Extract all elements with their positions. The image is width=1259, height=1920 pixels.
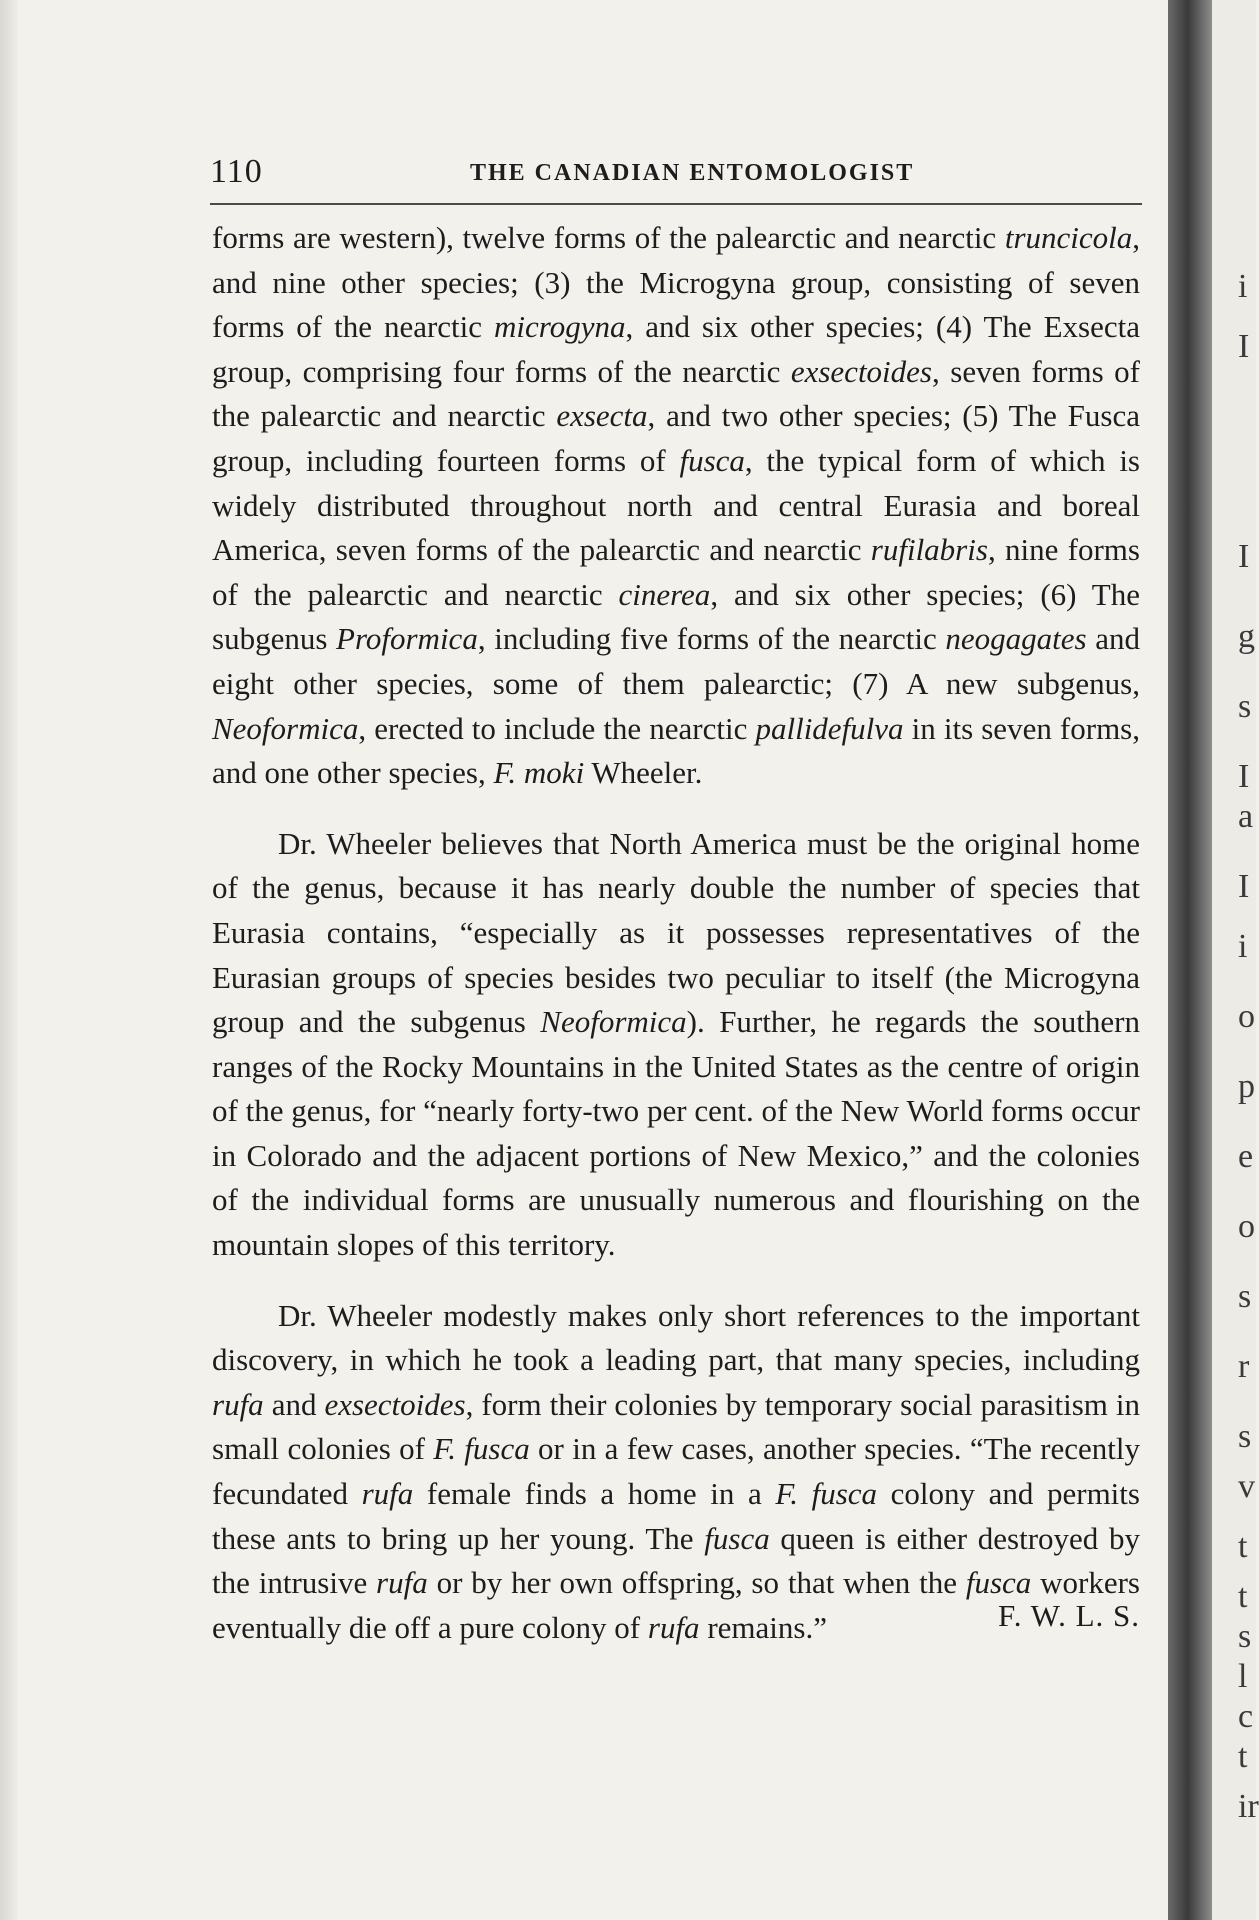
text-run: Dr. Wheeler believes that North America must be the original home of the genus, because it has nearly double the number of species that Eurasia contains, “especially as it possesses representatives of the Eurasian groups of species besides two peculiar to itself (the Microgyna group and the subgenus: [212, 825, 1140, 1040]
book-gutter: [1168, 0, 1212, 1920]
text-run: , and six other species; (6) The subgenus: [212, 576, 1141, 657]
facing-page-letter: t: [1238, 1738, 1248, 1775]
text-run: or in a few cases, another species. “The recently fecundated: [212, 1431, 1140, 1512]
italic-term: F. fusca: [433, 1431, 530, 1467]
paragraph: [212, 216, 1140, 796]
text-run: , and six other species; (4) The Exsecta group, comprising four forms of the nearctic: [212, 309, 1141, 389]
italic-term: fusca: [965, 1565, 1032, 1601]
facing-page-letter: s: [1238, 1418, 1252, 1455]
text-run: Dr. Wheeler modestly makes only short references to the important discovery, in which he took a leading part, that many species, including: [212, 1297, 1140, 1378]
facing-page-letter: o: [1238, 998, 1255, 1035]
text-run: , and nine other species; (3) the Microgyna group, consisting of seven forms of the nearctic: [212, 220, 1140, 345]
author-initials: F. W. L. S.: [997, 1598, 1140, 1633]
page-number: 110: [210, 153, 263, 190]
facing-page-letter: s: [1238, 1278, 1252, 1315]
text-run: , nine forms of the palearctic and nearctic: [212, 532, 1140, 612]
facing-page-letter: a: [1238, 798, 1254, 835]
facing-page-letter: I: [1238, 538, 1250, 575]
facing-page-letter: g: [1238, 618, 1255, 655]
italic-term: rufa: [376, 1565, 428, 1601]
italic-term: Proformica: [336, 621, 478, 657]
italic-term: neogagates: [945, 621, 1087, 657]
italic-term: fusca: [704, 1520, 770, 1556]
text-run: female finds a home in a: [413, 1476, 776, 1512]
text-run: Wheeler.: [584, 755, 703, 791]
italic-term: exsectoides: [324, 1386, 466, 1422]
facing-page-letter: l: [1238, 1658, 1248, 1695]
facing-page-letter: s: [1238, 1618, 1252, 1655]
text-run: , seven forms of the palearctic and nearctic: [212, 353, 1140, 434]
text-run: forms are western), twelve forms of the palearctic and nearctic: [212, 220, 1005, 255]
text-run: and eight other species, some of them palearctic; (7) A new subgenus,: [212, 621, 1141, 701]
italic-term: Neoformica: [212, 710, 359, 746]
facing-page-letter: t: [1238, 1578, 1248, 1615]
italic-term: fusca: [679, 442, 745, 478]
text-run: and: [263, 1386, 325, 1422]
facing-page-letter: o: [1238, 1208, 1255, 1245]
italic-term: exsecta: [556, 398, 648, 434]
facing-page-letter: e: [1238, 1138, 1254, 1175]
text-run: ). Further, he regards the southern ranges of the Rocky Mountains in the United States as the centre of origin of the genus, for “nearly forty-two per cent. of the New World forms occur in Colorado and the adjacent portions of New Mexico,” and the colonies of the individual forms are unusually numerous and flourishing on the mountain slopes of this territory.: [212, 1004, 1140, 1263]
facing-page-letter: s: [1238, 688, 1252, 725]
italic-term: truncicola: [1004, 220, 1133, 255]
italic-term: rufilabris: [870, 532, 988, 568]
italic-term: exsectoides: [790, 353, 932, 389]
facing-page-letter: v: [1238, 1468, 1255, 1505]
italic-term: rufa: [212, 1386, 264, 1422]
facing-page-edge: [1212, 0, 1259, 1920]
previous-page-edge: [0, 0, 18, 1920]
paragraph: [212, 1294, 1140, 1651]
italic-term: F. moki: [493, 755, 585, 791]
text-run: colony and permits these ants to bring up her young. The: [212, 1476, 1140, 1556]
text-run: , erected to include the nearctic: [358, 710, 756, 746]
facing-page-letter: I: [1238, 328, 1250, 365]
italic-term: pallidefulva: [755, 710, 904, 746]
text-run: in its seven forms, and one other species,: [212, 710, 1140, 791]
facing-page-letter: p: [1238, 1068, 1255, 1105]
text-run: workers eventually die off a pure colony of: [212, 1565, 1140, 1645]
facing-page-letter: I: [1238, 868, 1250, 905]
facing-page-letter: c: [1238, 1698, 1254, 1735]
text-run: , including five forms of the nearctic: [477, 621, 946, 657]
facing-page-letter: i: [1238, 928, 1248, 965]
text-run: , the typical form of which is widely distributed throughout north and central Eurasia and boreal America, seven forms of the palearctic and nearctic: [212, 442, 1140, 568]
facing-page-letter: i: [1238, 268, 1248, 305]
italic-term: Neoformica: [540, 1004, 687, 1040]
italic-term: cinerea: [618, 576, 711, 612]
text-run: , and two other species; (5) The Fusca group, including fourteen forms of: [212, 398, 1140, 478]
running-head: THE CANADIAN ENTOMOLOGIST: [470, 160, 915, 186]
text-run: remains.”: [699, 1609, 827, 1645]
facing-page-letter: t: [1238, 1528, 1248, 1565]
paragraph: [212, 822, 1140, 1268]
italic-term: F. fusca: [775, 1476, 878, 1512]
text-run: , form their colonies by temporary social parasitism in small colonies of: [212, 1386, 1140, 1467]
italic-term: microgyna: [494, 309, 626, 345]
facing-page-letter: I: [1238, 758, 1250, 795]
body-text: [212, 216, 1140, 1650]
text-run: queen is either destroyed by the intrusive: [212, 1520, 1140, 1601]
italic-term: rufa: [647, 1609, 700, 1645]
facing-page-letter: ir: [1238, 1788, 1259, 1825]
header-rule: [210, 203, 1142, 205]
facing-page-letter: r: [1238, 1348, 1250, 1385]
text-run: or by her own offspring, so that when the: [427, 1565, 966, 1601]
italic-term: rufa: [361, 1476, 414, 1512]
